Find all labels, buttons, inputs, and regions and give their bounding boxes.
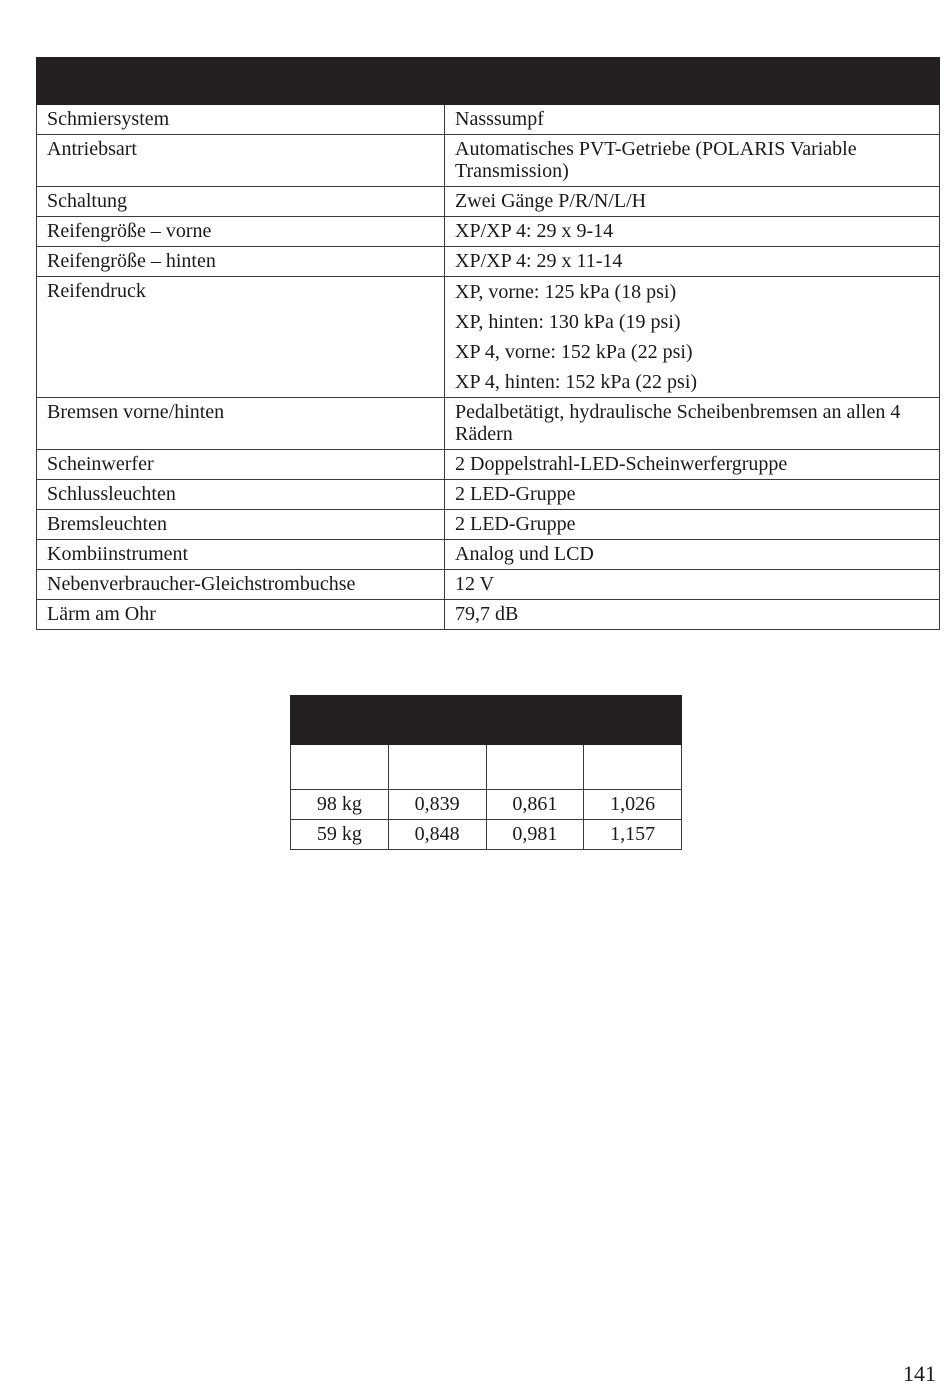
spec-label: Schaltung: [37, 187, 445, 217]
column-header-cell: [388, 745, 486, 790]
table-row: [291, 820, 682, 850]
spec-label: Antriebsart: [37, 135, 445, 187]
spec-label: Schlussleuchten: [37, 480, 445, 510]
table-row: [37, 480, 940, 510]
spec-value: Pedalbetätigt, hydraulische Scheibenbremsen an allen 4 Rädern: [445, 398, 940, 450]
tire-pressure-line: XP, vorne: 125 kPa (18 psi): [455, 281, 677, 303]
table-row: [37, 277, 940, 398]
spec-value: 2 LED-Gruppe: [445, 480, 940, 510]
spec-label: Kombiinstrument: [37, 540, 445, 570]
column-header-row: [291, 745, 682, 790]
spec-value: 2 Doppelstrahl-LED-Scheinwerfergruppe: [445, 450, 940, 480]
spec-label: Lärm am Ohr: [37, 600, 445, 630]
tire-pressure-line: XP 4, hinten: 152 kPa (22 psi): [455, 371, 698, 393]
table-cell: 98 kg: [291, 790, 389, 820]
spec-value: XP/XP 4: 29 x 11-14: [445, 247, 940, 277]
tire-pressure-line: XP, hinten: 130 kPa (19 psi): [455, 311, 681, 333]
table-cell: 0,839: [388, 790, 486, 820]
table-row: [37, 247, 940, 277]
spec-value: Nasssumpf: [445, 105, 940, 135]
header-band: [37, 58, 940, 105]
column-header-cell: [584, 745, 682, 790]
page-number: 141: [903, 1361, 936, 1386]
table-row: [291, 790, 682, 820]
spec-value: Automatisches PVT-Getriebe (POLARIS Variable Transmission): [445, 135, 940, 187]
tire-pressure-line: XP 4, vorne: 152 kPa (22 psi): [455, 341, 693, 363]
spec-label: Bremsen vorne/hinten: [37, 398, 445, 450]
table-row: [37, 135, 940, 187]
table-row: [37, 600, 940, 630]
table-cell: 59 kg: [291, 820, 389, 850]
table-row: [37, 187, 940, 217]
table-row: [37, 570, 940, 600]
spec-value: 12 V: [445, 570, 940, 600]
table-row: [37, 105, 940, 135]
spec-value: 79,7 dB: [445, 600, 940, 630]
table-row: [37, 450, 940, 480]
table-row: [37, 217, 940, 247]
spec-value: Zwei Gänge P/R/N/L/H: [445, 187, 940, 217]
table-row: [37, 540, 940, 570]
spec-label: Scheinwerfer: [37, 450, 445, 480]
spec-label: Bremsleuchten: [37, 510, 445, 540]
spec-label: Reifengröße – vorne: [37, 217, 445, 247]
column-header-cell: [291, 745, 389, 790]
table-header-band: [291, 696, 682, 745]
specifications-table: [36, 57, 940, 630]
header-band: [291, 696, 682, 745]
table-cell: 0,861: [486, 790, 584, 820]
table-cell: 0,981: [486, 820, 584, 850]
table-cell: 0,848: [388, 820, 486, 850]
spec-label: Reifengröße – hinten: [37, 247, 445, 277]
table-row: [37, 398, 940, 450]
spec-label: Schmiersystem: [37, 105, 445, 135]
table-row: [37, 510, 940, 540]
table-cell: 1,026: [584, 790, 682, 820]
table-cell: 1,157: [584, 820, 682, 850]
column-header-cell: [486, 745, 584, 790]
spec-value: XP/XP 4: 29 x 9-14: [445, 217, 940, 247]
weight-values-table: [290, 695, 682, 850]
spec-value-list: [445, 277, 940, 398]
table-header-band: [37, 58, 940, 105]
spec-value: Analog und LCD: [445, 540, 940, 570]
spec-label: Reifendruck: [37, 277, 445, 398]
spec-value: 2 LED-Gruppe: [445, 510, 940, 540]
spec-label: Nebenverbraucher-Gleichstrombuchse: [37, 570, 445, 600]
